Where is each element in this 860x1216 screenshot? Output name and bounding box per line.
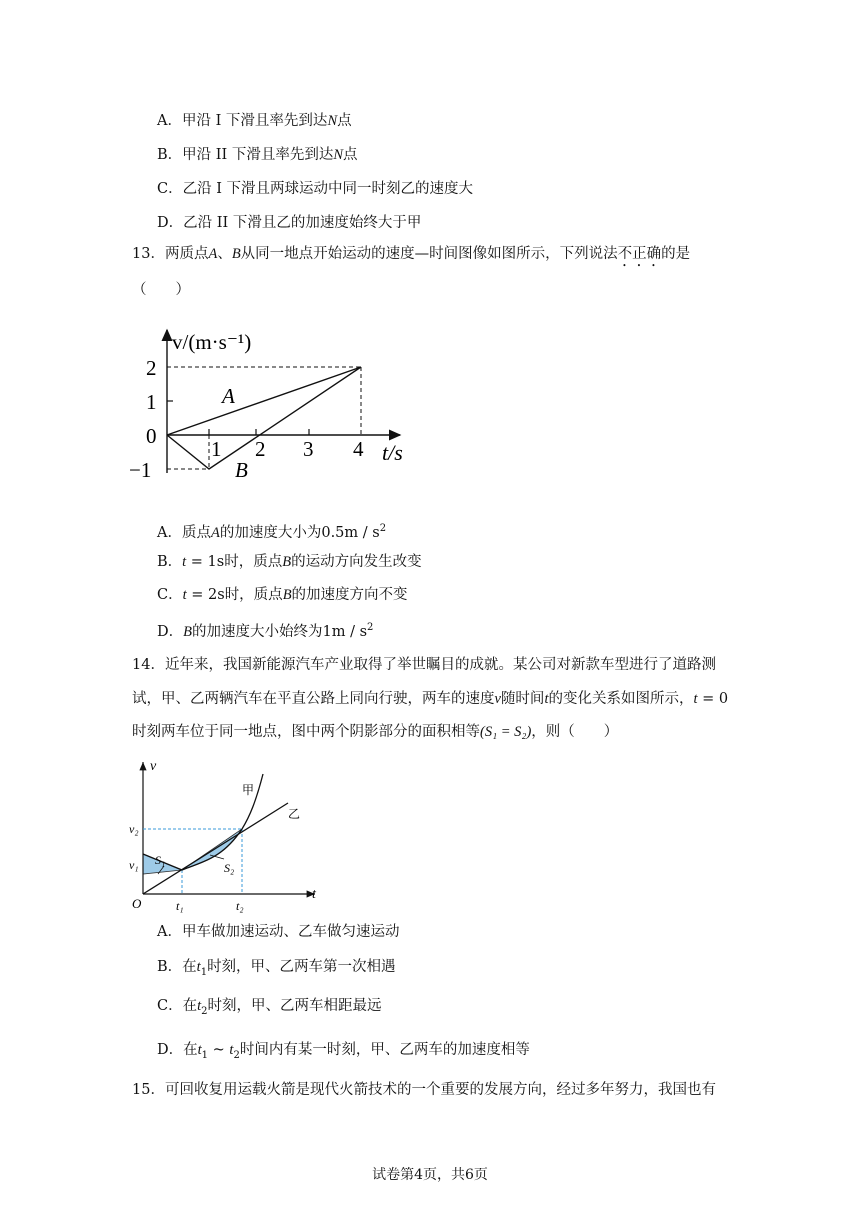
q14-stem-line2: 试，甲、乙两辆汽车在平直公路上同向行驶，两车的速度v随时间t的变化关系如图所示，t = 0 [132, 691, 729, 707]
q14-label-s1: S₁ [155, 853, 166, 867]
q13-y-tick-2: 2 [146, 356, 157, 380]
q14-series-yi-line [143, 803, 288, 894]
q13-option-c: C．t = 2s时，质点B的加速度方向不变 [157, 587, 408, 603]
q14-label-s2: S₂ [224, 861, 235, 875]
q13-y-label: v/(m·s⁻¹) [172, 330, 252, 354]
q13-x-label: t/s [382, 440, 403, 465]
q14-x-label: t [312, 887, 316, 902]
q13-stem: 13．两质点A、B从同一地点开始运动的速度—时间图像如图所示，下列说法不正确的是 [132, 246, 691, 262]
q14-series-jia-label: 甲 [242, 783, 255, 797]
q14-x-tick-t2: t₂ [236, 899, 244, 913]
q13-option-d: D．B的加速度大小始终为$1m / s^2$ [157, 622, 374, 640]
q12-option-b: B．甲沿 II 下滑且率先到达N点 [157, 147, 358, 163]
q13-y-tick-0: 0 [146, 424, 157, 448]
q12-option-c: C．乙沿 I 下滑且两球运动中同一时刻乙的速度大 [157, 181, 474, 197]
q13-y-tick-1: 1 [146, 390, 157, 414]
q14-option-a: A．甲车做加速运动、乙车做匀速运动 [157, 924, 400, 940]
q14-vt-chart [128, 756, 328, 914]
page-footer: 试卷第4页，共6页 [372, 1167, 488, 1183]
q13-series-b-label: B [235, 458, 248, 482]
q12-option-d: D．乙沿 II 下滑且乙的加速度始终大于甲 [157, 215, 422, 231]
q14-option-c: C．在$t_2$时刻，甲、乙两车相距最远 [157, 998, 382, 1017]
q13-x-tick-4: 4 [353, 437, 364, 461]
q14-y-tick-v2: v₂ [129, 822, 139, 836]
q14-y-label: v [150, 759, 157, 774]
q13-series-a-line [167, 367, 361, 435]
q14-origin-label: O [132, 896, 142, 911]
q14-option-d: D．在$t_1$ ~ $t_2$时间内有某一时刻，甲、乙两车的加速度相等 [157, 1042, 530, 1061]
q13-x-tick-1: 1 [211, 437, 222, 461]
q13-x-tick-2: 2 [255, 437, 266, 461]
q14-x-tick-t1: t₁ [176, 899, 184, 913]
q13-series-a-label: A [222, 384, 235, 408]
q14-series-yi-label: 乙 [288, 807, 301, 821]
q13-option-a: A．质点A的加速度大小为$0.5m / s^2$ [157, 523, 387, 541]
q14-stem-line3: 时刻两车位于同一地点，图中两个阴影部分的面积相等(S₁ = S₂)，则（ ） [132, 724, 619, 740]
q12-option-a: A．甲沿 I 下滑且率先到达N点 [157, 113, 352, 129]
q13-vt-chart [120, 318, 430, 503]
q14-stem-line1: 14．近年来，我国新能源汽车产业取得了举世瞩目的成就。某公司对新款车型进行了道路测 [132, 657, 716, 673]
q13-x-tick-3: 3 [303, 437, 314, 461]
q14-y-tick-v1: v₁ [129, 858, 139, 872]
q13-option-b: B．t = 1s时，质点B的运动方向发生改变 [157, 554, 422, 570]
q13-y-tick-neg1: −1 [129, 458, 152, 482]
q15-stem: 15．可回收复用运载火箭是现代火箭技术的一个重要的发展方向，经过多年努力，我国也有 [132, 1082, 716, 1098]
q14-option-b: B．在$t_1$时刻，甲、乙两车第一次相遇 [157, 959, 396, 978]
q13-bracket: （ ） [132, 282, 190, 298]
